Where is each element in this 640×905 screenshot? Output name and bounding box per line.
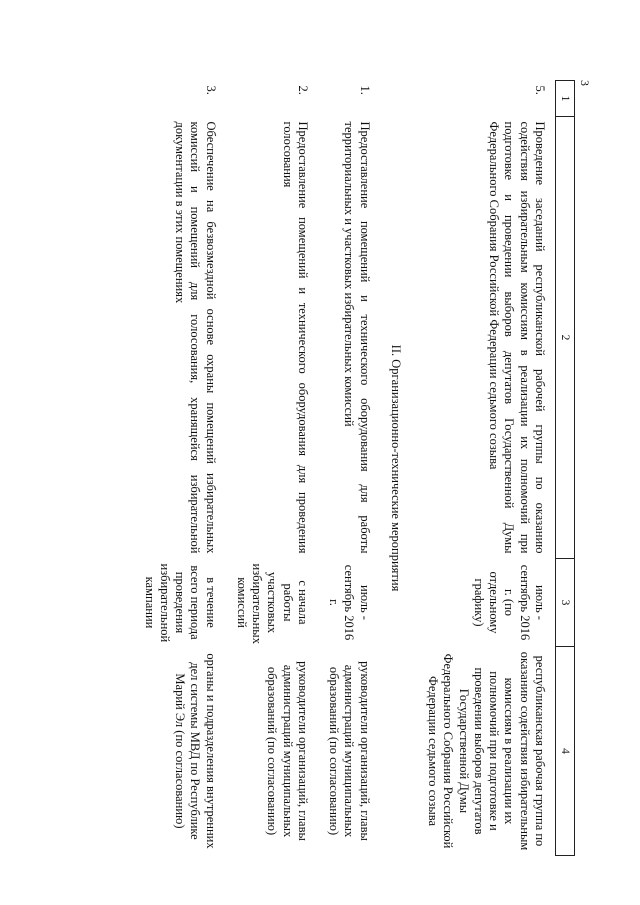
event-description: Проведение заседаний республиканской рабочей группы по оказанию содействия избирательным комиссиям в реализации их полномочий при подготовке и проведении выборов депутатов Государственной Думы Федерального Собрания Российской Федерации седьмого созыва (487, 121, 547, 554)
event-responsible: руководители организаций, главы администраций муниципальных образований (по согласованию) (265, 661, 310, 841)
row-number: 3. (203, 85, 218, 95)
row-number: 1. (357, 85, 372, 95)
section-heading-row (380, 81, 417, 856)
event-period: в течение всего периода проведения избирательной кампании (142, 563, 218, 643)
row-number: 2. (295, 85, 310, 95)
event-period: июль - сентябрь 2016 г. (327, 564, 372, 641)
event-description: Обеспечение на безвозмездной основе охраны помещений избирательных комиссий и помещений для голосования, хранящейся избирательной документации в этих помещениях (173, 121, 218, 554)
table-row (318, 81, 380, 856)
event-period: с начала работы участковых избирательных комиссий (234, 563, 310, 644)
event-period: июль - сентябрь 2016 г. (по отдельному графику) (471, 564, 547, 641)
page-number: 3 (578, 80, 592, 86)
event-responsible: руководители организаций, главы администраций муниципальных образований (по согласованию) (327, 661, 372, 841)
section-title: II. Организационно-технические мероприятия (388, 344, 403, 592)
column-number-3: 3 (555, 559, 574, 647)
table-row (133, 81, 225, 856)
event-responsible: республиканская рабочая группа по оказанию содействия избирательным комиссиям в реализации их полномочий при подготовке и проведении выборов депутатов Государственной Думы Федерального Собрания Российской Федерации седьмого созыва (426, 651, 547, 851)
column-number-4: 4 (555, 647, 574, 856)
events-plan-table (133, 80, 575, 856)
row-number: 5. (532, 85, 547, 95)
event-responsible: органы и подразделения внутренних дел системы МВД по Республике Марий Эл (по согласованию) (173, 653, 218, 849)
event-description: Предоставление помещений и технического оборудования для работы территориальных и участковых избирательных комиссий (342, 121, 372, 554)
column-number-row (555, 81, 574, 856)
event-description: Предоставление помещений и технического оборудования для проведения голосования (280, 121, 310, 554)
column-number-1: 1 (555, 81, 574, 117)
table-row (226, 81, 318, 856)
column-number-2: 2 (555, 117, 574, 559)
table-row (417, 81, 556, 856)
